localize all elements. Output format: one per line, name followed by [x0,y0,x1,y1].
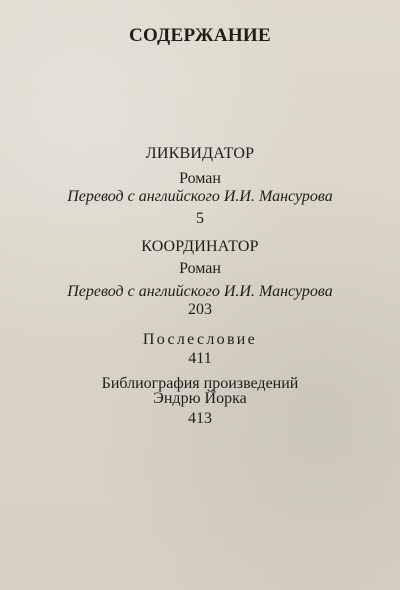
entry-4-heading-line-1: Библиография произведений [101,375,299,392]
entry-4-page-number: 413 [188,410,212,427]
entry-2-page-number: 203 [188,301,212,318]
entry-3-page-number: 411 [188,350,212,367]
entry-2-heading: КООРДИНАТОР [141,238,259,255]
entry-1-subtitle: Роман [179,170,221,187]
entry-2-subtitle: Роман [179,260,221,277]
entry-1-page-number: 5 [196,210,204,227]
entry-3-heading: Послесловие [142,331,258,348]
page-title: СОДЕРЖАНИЕ [129,25,271,46]
entry-2-translation: Перевод с английского И.И. Мансурова [67,283,333,300]
entry-1-translation: Перевод с английского И.И. Мансурова [67,188,333,205]
entry-4-heading-line-2: Эндрю Йорка [153,390,247,407]
entry-1-heading: ЛИКВИДАТОР [145,145,255,162]
